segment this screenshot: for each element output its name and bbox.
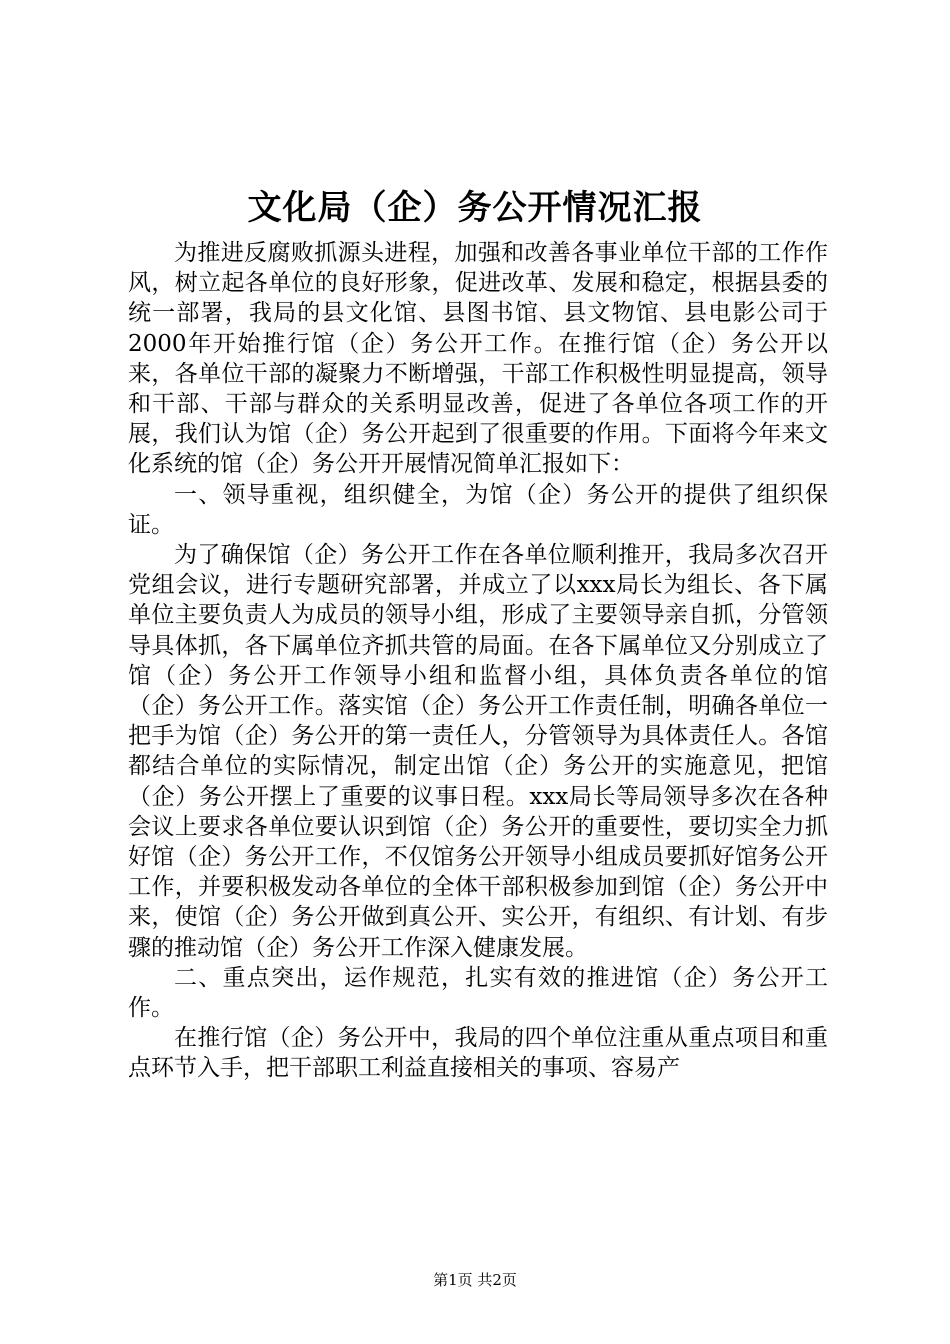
document-title: 文化局（企）务公开情况汇报 — [247, 188, 703, 228]
paragraph-intro: 为推进反腐败抓源头进程，加强和改善各事业单位干部的工作作风，树立起各单位的良好形象，促进改革、发展和稳定，根据县委的统一部署，我局的县文化馆、县图书馆、县文物馆、县电影公司于2000年开始推行馆（企）务公开工作。在推行馆（企）务公开以来，各单位干部的凝聚力不断增强，干部工作积极性明显提高，领导和干部、干部与群众的关系明显改善，促进了各单位各项工作的开展，我们认为馆（企）务公开起到了很重要的作用。下面将今年来文化系统的馆（企）务公开开展情况简单汇报如下： — [128, 240, 828, 478]
paragraph-section-one-body: 为了确保馆（企）务公开工作在各单位顺利推开，我局多次召开党组会议，进行专题研究部署，并成立了以xxx局长为组长、各下属单位主要负责人为成员的领导小组，形成了主要领导亲自抓，分管领导具体抓，各下属单位齐抓共管的局面。在各下属单位又分别成立了馆（企）务公开工作领导小组和监督小组，具体负责各单位的馆（企）务公开工作。落实馆（企）务公开工作责任制，明确各单位一把手为馆（企）务公开的第一责任人，分管领导为具体责任人。各馆都结合单位的实际情况，制定出馆（企）务公开的实施意见，把馆（企）务公开摆上了重要的议事日程。xxx局长等局领导多次在各种会议上要求各单位要认识到馆（企）务公开的重要性，要切实全力抓好馆（企）务公开工作，不仅馆务公开领导小组成员要抓好馆务公开工作，并要积极发动各单位的全体干部积极参加到馆（企）务公开中来，使馆（企）务公开做到真公开、实公开，有组织、有计划、有步骤的推动馆（企）务公开工作深入健康发展。 — [128, 542, 828, 961]
page-number-footer: 第1页 共2页 — [433, 1271, 517, 1289]
document-body — [128, 238, 828, 1084]
paragraph-section-two-body: 在推行馆（企）务公开中，我局的四个单位注重从重点项目和重点环节入手，把干部职工利益直接相关的事项、容易产 — [128, 1025, 828, 1082]
paragraph-section-one-heading: 一、领导重视，组织健全，为馆（企）务公开的提供了组织保证。 — [128, 481, 828, 538]
paragraph-section-two-heading: 二、重点突出，运作规范，扎实有效的推进馆（企）务公开工作。 — [128, 964, 828, 1022]
